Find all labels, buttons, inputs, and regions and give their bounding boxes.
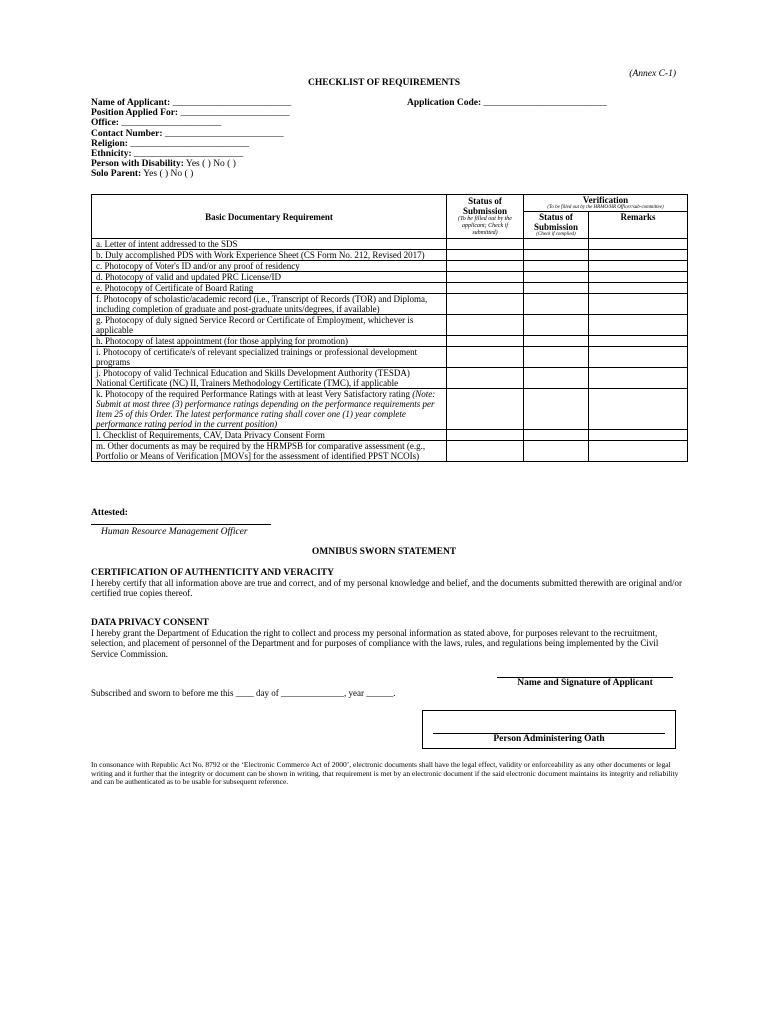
verification-status-cell[interactable] — [524, 261, 589, 272]
requirement-cell — [92, 315, 447, 336]
table-row — [92, 261, 688, 272]
footer-note: In consonance with Republic Act No. 8792 or the ‘Electronic Commerce Act of 2000’, electronic documents shall have the legal effect, validity or enforceability as any other documents or legal writing and it further that the integrity or document can be shown in writing, that requirement is met by an electronic document if the said electronic document maintains its integrity and reliability and can be authenticated as to be usable for subsequent reference. — [91, 760, 679, 787]
requirement-text: g. Photocopy of duly signed Service Record or Certificate of Employment, whichever is applicable — [96, 315, 414, 335]
ethnicity-blank[interactable]: _______________________ — [134, 149, 244, 160]
pwd-label: Person with Disability: — [91, 159, 184, 170]
attested-signature-line — [91, 524, 271, 525]
attested-label: Attested: — [91, 508, 128, 518]
applicant-status-cell[interactable] — [447, 283, 524, 294]
requirement-cell — [92, 294, 447, 315]
applicant-status-cell[interactable] — [447, 389, 524, 430]
applicant-status-cell[interactable] — [447, 336, 524, 347]
requirement-cell — [92, 430, 447, 441]
table-row — [92, 250, 688, 261]
pwd-options[interactable]: Yes ( ) No ( ) — [185, 159, 236, 170]
header-status-note: (To be filled out by the applicant; Check if submitted) — [458, 216, 512, 236]
office-label: Office: — [91, 118, 119, 129]
table-row — [92, 272, 688, 283]
applicant-status-cell[interactable] — [447, 368, 524, 389]
pwd-row — [91, 159, 291, 169]
requirement-text: f. Photocopy of scholastic/academic record (i.e., Transcript of Records (TOR) and Diploma, including completion of graduate and post-graduate units/degrees, if available) — [96, 294, 428, 314]
remarks-cell[interactable] — [589, 283, 688, 294]
religion-blank[interactable]: _________________________ — [130, 138, 250, 149]
requirement-cell — [92, 389, 447, 430]
applicant-status-cell[interactable] — [447, 441, 524, 462]
remarks-cell[interactable] — [589, 336, 688, 347]
name-blank[interactable]: _________________________ — [172, 98, 292, 108]
requirement-cell — [92, 272, 447, 283]
table-row — [92, 336, 688, 347]
hr-officer-label: Human Resource Management Officer — [101, 527, 248, 537]
remarks-cell[interactable] — [589, 430, 688, 441]
religion-row — [91, 139, 291, 149]
remarks-cell[interactable] — [589, 239, 688, 250]
requirement-note: (Note: Submit at most three (3) performance ratings depending on the performance requirements per Item 25 of this Order. The latest performance rating shall cover one (1) year complete performance rating period in the current position) — [96, 389, 436, 429]
requirement-text: a. Letter of intent addressed to the SDS — [96, 239, 238, 249]
table-row — [92, 430, 688, 441]
remarks-cell[interactable] — [589, 315, 688, 336]
applicant-status-cell[interactable] — [447, 250, 524, 261]
header-status — [447, 195, 524, 239]
requirement-text: h. Photocopy of latest appointment (for those applying for promotion) — [96, 336, 348, 346]
requirement-text: e. Photocopy of Certificate of Board Rating — [96, 283, 254, 293]
requirement-cell — [92, 441, 447, 462]
verification-status-cell[interactable] — [524, 283, 589, 294]
requirement-text: l. Checklist of Requirements, CAV, Data Privacy Consent Form — [96, 430, 325, 440]
contact-label: Contact Number: — [91, 128, 163, 139]
application-code-blank[interactable]: __________________________ — [483, 98, 608, 108]
solo-options[interactable]: Yes ( ) No ( ) — [143, 169, 194, 180]
verification-status-cell[interactable] — [524, 336, 589, 347]
requirements-body — [92, 239, 688, 462]
requirement-text: b. Duly accomplished PDS with Work Experience Sheet (CS Form No. 212, Revised 2017) — [96, 250, 425, 260]
applicant-status-cell[interactable] — [447, 261, 524, 272]
table-row — [92, 441, 688, 462]
requirement-cell — [92, 283, 447, 294]
contact-blank[interactable]: _________________________ — [164, 128, 284, 139]
requirement-text: j. Photocopy of valid Technical Education and Skills Development Authority (TESDA) National Certificate (NC) II, Trainers Methodology Certificate (TMC), if applicable — [96, 368, 410, 388]
table-row — [92, 368, 688, 389]
remarks-cell[interactable] — [589, 272, 688, 283]
header-verification-note: (To be filled out by the HRMO/HR Officer/sub-committee) — [547, 205, 664, 210]
verification-status-cell[interactable] — [524, 430, 589, 441]
requirement-text: m. Other documents as may be required by the HRMPSB for comparative assessment (e.g., Portfolio or Means of Verification [MOVs] for the assessment of identified PPST NCOIs) — [96, 441, 426, 461]
position-row — [91, 108, 291, 118]
contact-row — [91, 129, 291, 139]
table-row — [92, 389, 688, 430]
applicant-status-cell[interactable] — [447, 239, 524, 250]
application-code-label: Application Code: — [407, 98, 482, 108]
verification-status-cell[interactable] — [524, 315, 589, 336]
remarks-cell[interactable] — [589, 250, 688, 261]
table-row — [92, 294, 688, 315]
verification-status-cell[interactable] — [524, 347, 589, 368]
page-title: CHECKLIST OF REQUIREMENTS — [307, 78, 461, 88]
table-row — [92, 239, 688, 250]
applicant-status-cell[interactable] — [447, 430, 524, 441]
requirement-cell — [92, 239, 447, 250]
requirement-text: i. Photocopy of certificate/s of relevant specialized trainings or professional development programs — [96, 347, 418, 367]
solo-parent-row — [91, 169, 291, 179]
applicant-status-cell[interactable] — [447, 294, 524, 315]
applicant-signature-label: Name and Signature of Applicant — [517, 678, 653, 688]
requirements-table — [91, 194, 688, 462]
table-row — [92, 315, 688, 336]
solo-label: Solo Parent: — [91, 169, 142, 180]
table-row — [92, 347, 688, 368]
name-of-applicant-row — [91, 98, 291, 108]
verification-status-cell[interactable] — [524, 239, 589, 250]
requirement-cell — [92, 368, 447, 389]
name-label: Name of Applicant: — [91, 98, 171, 108]
data-privacy-heading: DATA PRIVACY CONSENT — [91, 618, 209, 628]
omnibus-title: OMNIBUS SWORN STATEMENT — [311, 547, 457, 557]
applicant-status-cell[interactable] — [447, 315, 524, 336]
header-verification-label: Verification — [582, 195, 629, 205]
remarks-cell[interactable] — [589, 294, 688, 315]
certification-body: I hereby certify that all information above are true and correct, and of my personal knowledge and belief, and the documents submitted therewith are original and/or certified true copies thereof. — [91, 578, 683, 599]
applicant-fields — [91, 98, 291, 180]
annex-label: (Annex C-1) — [629, 69, 676, 79]
requirement-text: k. Photocopy of the required Performance Ratings with at least Very Satisfactory rating — [96, 389, 413, 399]
remarks-cell[interactable] — [589, 389, 688, 430]
requirement-cell — [92, 347, 447, 368]
header-requirement: Basic Documentary Requirement — [92, 195, 447, 239]
verification-status-cell[interactable] — [524, 272, 589, 283]
application-code — [407, 98, 607, 108]
certification-heading: CERTIFICATION OF AUTHENTICITY AND VERACITY — [91, 568, 335, 578]
remarks-cell[interactable] — [589, 347, 688, 368]
header-ver-status-note: (Check if complied) — [536, 232, 576, 237]
header-ver-status-label: Status of Submission — [533, 212, 579, 232]
requirement-cell — [92, 250, 447, 261]
ethnicity-row — [91, 149, 291, 159]
oath-label: Person Administering Oath — [493, 734, 605, 744]
office-blank[interactable]: _____________________ — [121, 118, 222, 129]
verification-status-cell[interactable] — [524, 250, 589, 261]
remarks-cell[interactable] — [589, 441, 688, 462]
religion-label: Religion: — [91, 138, 128, 149]
applicant-status-cell[interactable] — [447, 347, 524, 368]
verification-status-cell[interactable] — [524, 389, 589, 430]
applicant-status-cell[interactable] — [447, 272, 524, 283]
verification-status-cell[interactable] — [524, 368, 589, 389]
office-row — [91, 118, 291, 128]
position-blank[interactable]: _______________________ — [180, 108, 290, 119]
requirement-text: c. Photocopy of Voter's ID and/or any proof of residency — [96, 261, 300, 271]
verification-status-cell[interactable] — [524, 294, 589, 315]
requirement-cell — [92, 261, 447, 272]
remarks-cell[interactable] — [589, 261, 688, 272]
position-label: Position Applied For: — [91, 108, 179, 119]
subscribed-statement: Subscribed and sworn to before me this ____ day of ______________, year ______. — [91, 688, 396, 698]
header-status-label: Status of Submission — [462, 196, 508, 216]
table-row — [92, 283, 688, 294]
header-verification — [524, 195, 688, 212]
header-remarks: Remarks — [589, 212, 688, 239]
header-ver-status — [524, 212, 589, 239]
data-privacy-body: I hereby grant the Department of Education the right to collect and process my personal information as stated above, for purposes relevant to the recruitment, selection, and placement of personnel of the Department and for purposes of compliance with the laws, rules, and regulations being implemented by the Civil Service Commission. — [91, 628, 659, 659]
verification-status-cell[interactable] — [524, 441, 589, 462]
requirement-cell — [92, 336, 447, 347]
ethnicity-label: Ethnicity: — [91, 149, 132, 160]
table-header-row — [92, 195, 688, 212]
remarks-cell[interactable] — [589, 368, 688, 389]
requirement-text: d. Photocopy of valid and updated PRC License/ID — [96, 272, 281, 282]
